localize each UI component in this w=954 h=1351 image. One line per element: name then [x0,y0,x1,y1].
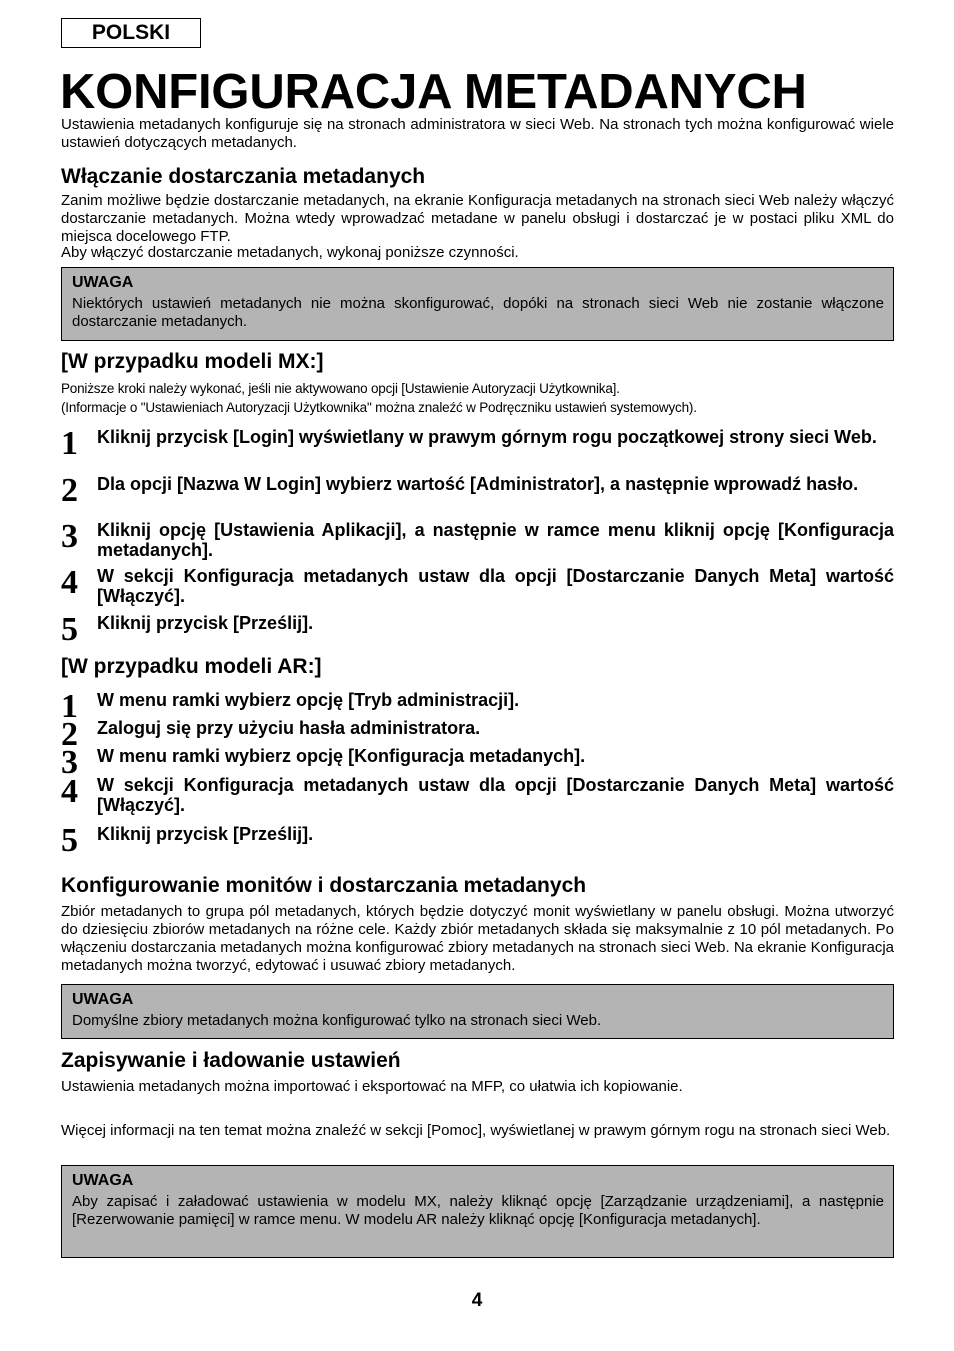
section-heading-enable-delivery: Włączanie dostarczania metadanych [61,165,426,188]
section-heading-mx-models: [W przypadku modeli MX:] [61,350,324,373]
note-title: UWAGA [72,1172,134,1189]
section-heading-prompts: Konfigurowanie monitów i dostarczania metadanych [61,874,587,897]
intro-paragraph: Ustawienia metadanych konfiguruje się na stronach administratora w sieci Web. Na stronach tych można konfigurować wiele ustawień dotyczących metadanych. [61,116,894,151]
enable-delivery-instruction: Aby włączyć dostarczanie metadanych, wykonaj poniższe czynności. [61,244,519,261]
step-text: Kliknij przycisk [Login] wyświetlany w prawym górnym rogu początkowej strony sieci Web. [97,427,877,447]
section-heading-save-load: Zapisywanie i ładowanie ustawień [61,1049,401,1072]
step-text: W sekcji Konfiguracja metadanych ustaw dla opcji [Dostarczanie Danych Meta] wartość [Włączyć]. [97,566,894,606]
note-title: UWAGA [72,991,134,1008]
step-number: 5 [61,822,78,859]
step-number: 2 [61,716,78,753]
mx-reference-line: (Informacje o "Ustawieniach Autoryzacji Użytkownika" można znaleźć w Podręczniku ustawień systemowych). [61,400,697,415]
help-paragraph: Więcej informacji na ten temat można znaleźć w sekcji [Pomoc], wyświetlanej w prawym górnym rogu na stronach sieci Web. [61,1122,891,1139]
step-number: 1 [61,425,78,462]
step-number: 4 [61,564,78,601]
step-number: 3 [61,744,78,781]
note-box-1 [61,267,894,341]
step-text: W sekcji Konfiguracja metadanych ustaw dla opcji [Dostarczanie Danych Meta] wartość [Włączyć]. [97,775,894,815]
step-number: 1 [61,688,78,725]
step-number: 5 [61,611,78,648]
save-load-paragraph: Ustawienia metadanych można importować i eksportować na MFP, co ułatwia ich kopiowanie. [61,1078,683,1095]
step-number: 3 [61,518,78,555]
mx-condition-line: Poniższe kroki należy wykonać, jeśli nie aktywowano opcji [Ustawienie Autoryzacji Użytkownika]. [61,381,620,396]
step-text: Kliknij przycisk [Prześlij]. [97,824,314,844]
note-body: Niektórych ustawień metadanych nie można skonfigurować, dopóki na stronach sieci Web nie zostanie włączone dostarczanie metadanych. [72,295,884,330]
language-label: POLSKI [61,18,201,48]
step-text: Zaloguj się przy użyciu hasła administratora. [97,718,481,738]
step-text: Kliknij przycisk [Prześlij]. [97,613,314,633]
note-box-3 [61,1165,894,1258]
step-text: W menu ramki wybierz opcję [Tryb administracji]. [97,690,520,710]
note-body: Aby zapisać i załadować ustawienia w modelu MX, należy kliknąć opcję [Zarządzanie urządzeniami], a następnie [Rezerwowanie pamięci] w ramce menu. W modelu AR należy kliknąć opcję [Konfiguracja metadanych]. [72,1193,884,1228]
enable-delivery-paragraph: Zanim możliwe będzie dostarczanie metadanych, na ekranie Konfiguracja metadanych na stronach sieci Web należy włączyć dostarczanie metadanych. Można wtedy wprowadzać metadane w panelu obsługi i dostarczać je w postaci pliku XML do miejsca docelowego FTP. [61,192,894,245]
prompts-paragraph: Zbiór metadanych to grupa pól metadanych, których będzie dotyczyć monit wyświetlany w panelu obsługi. Można utworzyć do dziesięciu zbiorów metadanych na różne cele. Każdy zbiór metadanych składa się maksymalnie z 10 pól metadanych. Po włączeniu dostarczania metadanych można konfigurować zbiory metadanych na stronach sieci Web. Na ekranie Konfiguracja metadanych można tworzyć, edytować i usuwać zbiory metadanych. [61,903,894,974]
step-text: Kliknij opcję [Ustawienia Aplikacji], a następnie w ramce menu kliknij opcję [Konfiguracja metadanych]. [97,520,894,560]
section-heading-ar-models: [W przypadku modeli AR:] [61,655,322,678]
note-title: UWAGA [72,274,134,291]
note-body: Domyślne zbiory metadanych można konfigurować tylko na stronach sieci Web. [72,1012,602,1029]
page-number: 4 [471,1290,483,1311]
step-text: W menu ramki wybierz opcję [Konfiguracja metadanych]. [97,746,586,766]
step-number: 2 [61,472,78,509]
step-number: 4 [61,773,78,810]
note-box-2 [61,984,894,1039]
step-text: Dla opcji [Nazwa W Login] wybierz wartość [Administrator], a następnie wprowadź hasło. [97,474,859,494]
page-title: KONFIGURACJA METADANYCH [60,65,807,119]
